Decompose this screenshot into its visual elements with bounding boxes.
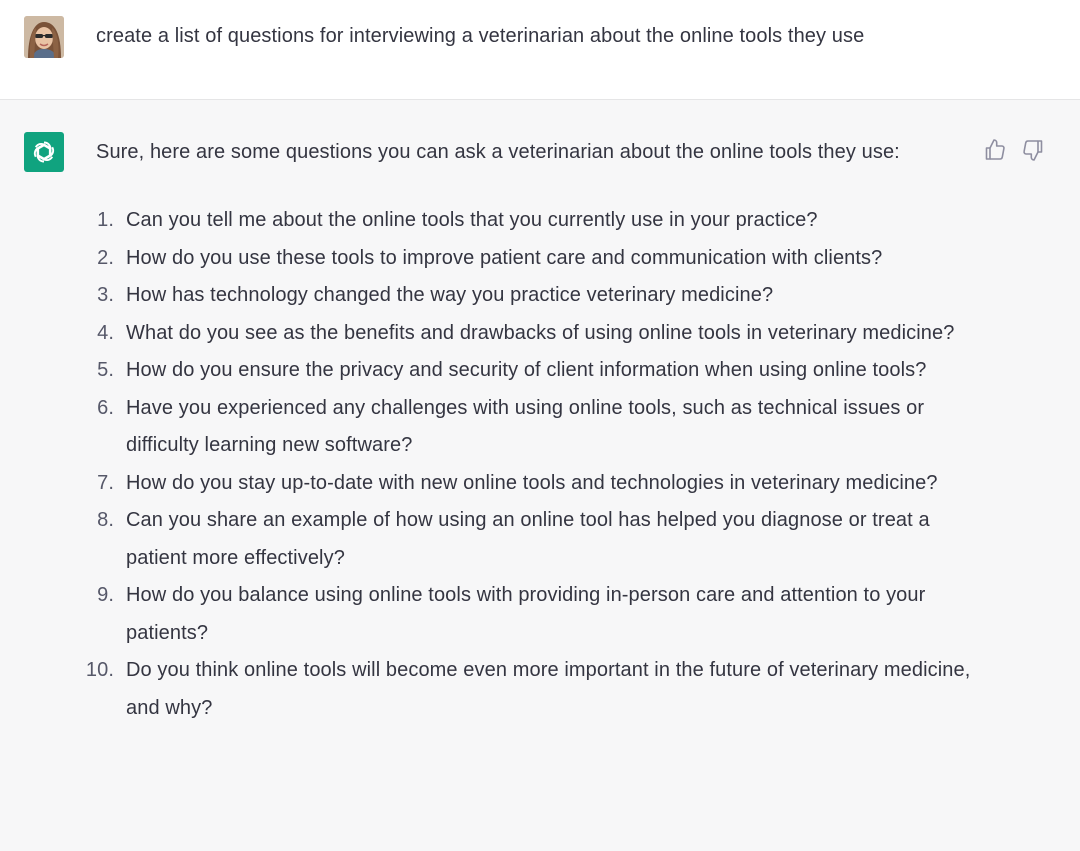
- user-message-row: [0, 0, 1080, 100]
- list-item: [0, 315, 976, 353]
- assistant-message-row: [0, 100, 1080, 851]
- list-item: [0, 352, 976, 390]
- list-item: [0, 277, 976, 315]
- question-text: How do you stay up-to-date with new online tools and technologies in veterinary medicine?: [126, 471, 938, 494]
- list-item: [0, 577, 976, 652]
- openai-logo-icon: [30, 138, 58, 166]
- list-number: 2.: [97, 246, 114, 269]
- question-list: [0, 202, 1000, 727]
- list-item: [0, 240, 976, 278]
- assistant-avatar: [24, 132, 64, 172]
- list-number: 5.: [97, 359, 114, 381]
- user-avatar-photo-icon: [24, 16, 64, 58]
- list-item: [0, 652, 976, 727]
- question-text: How has technology changed the way you practice veterinary medicine?: [126, 284, 774, 306]
- thumbs-down-icon: [1021, 138, 1045, 162]
- question-text: What do you see as the benefits and drawbacks of using online tools in veterinary medicine?: [126, 321, 955, 344]
- question-text: Can you share an example of how using an online tool has helped you diagnose or treat a patient more effectively?: [126, 509, 930, 569]
- assistant-intro: Sure, here are some questions you can ask a veterinarian about the online tools they use:: [96, 141, 900, 163]
- question-text: Can you tell me about the online tools that you currently use in your practice?: [126, 209, 818, 231]
- list-number: 9.: [97, 584, 114, 606]
- thumbs-down-button[interactable]: [1021, 138, 1045, 162]
- list-number: 8.: [97, 509, 114, 531]
- list-number: 4.: [97, 321, 114, 344]
- list-number: 10.: [85, 659, 114, 681]
- list-item: [0, 390, 976, 465]
- question-text: How do you ensure the privacy and security of client information when using online tools?: [126, 359, 927, 381]
- question-text: How do you balance using online tools with providing in-person care and attention to your patients?: [126, 584, 926, 644]
- list-item: [0, 465, 976, 503]
- question-text: Have you experienced any challenges with using online tools, such as technical issues or difficulty learning new software?: [126, 396, 925, 456]
- thumbs-up-icon: [983, 138, 1007, 162]
- list-number: 1.: [97, 209, 114, 231]
- question-text: Do you think online tools will become even more important in the future of veterinary medicine, and why?: [126, 659, 971, 719]
- list-number: 7.: [97, 471, 114, 494]
- list-number: 3.: [97, 284, 114, 306]
- user-avatar: [24, 16, 64, 58]
- question-text: How do you use these tools to improve patient care and communication with clients?: [126, 246, 883, 269]
- list-item: [0, 502, 976, 577]
- user-message: create a list of questions for interviewing a veterinarian about the online tools they use: [96, 25, 865, 47]
- list-number: 6.: [97, 396, 114, 419]
- thumbs-up-button[interactable]: [983, 138, 1007, 162]
- list-item: [0, 202, 976, 240]
